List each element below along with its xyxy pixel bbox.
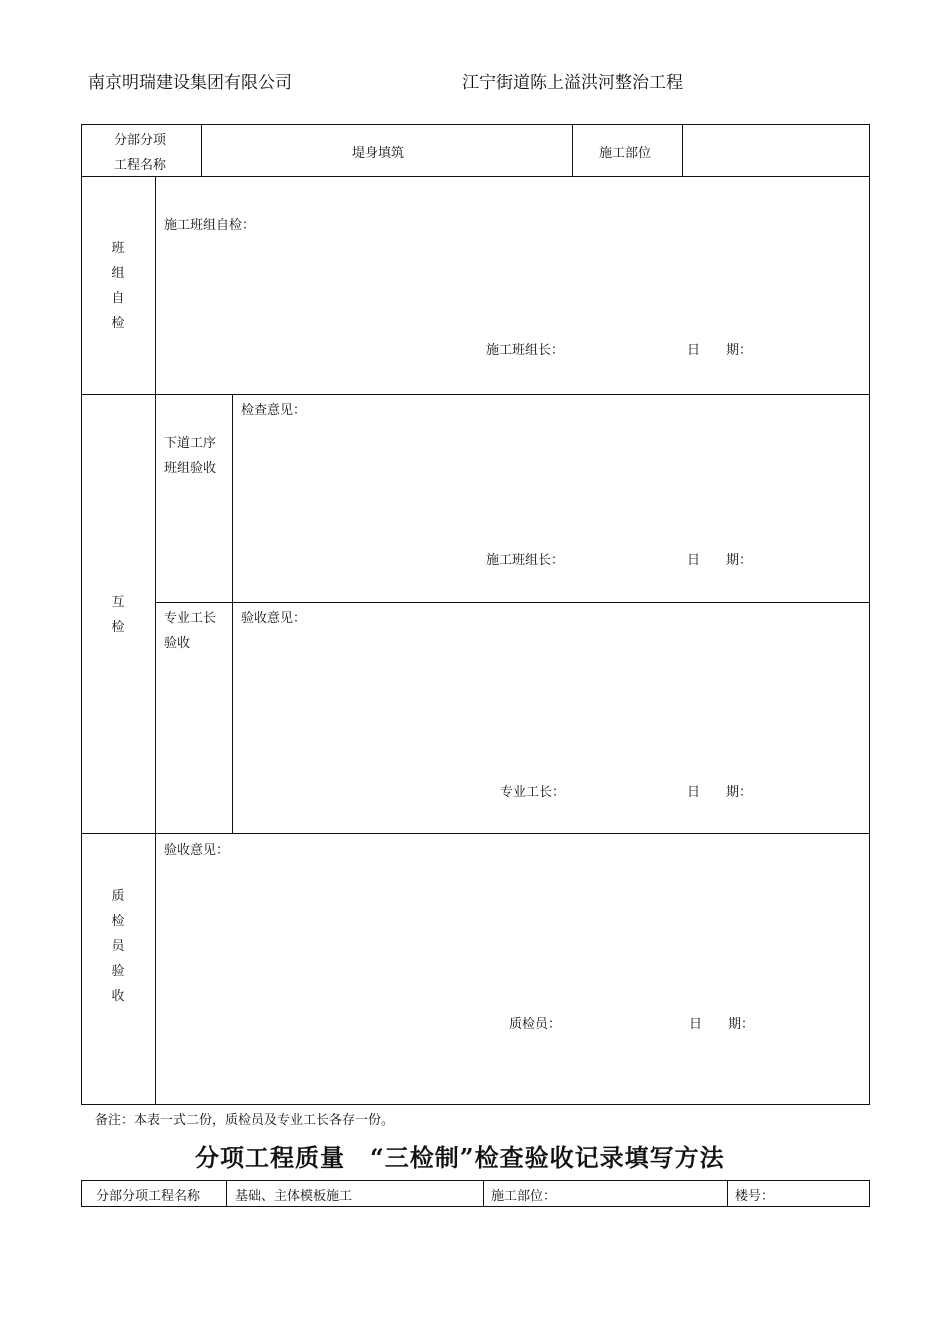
qc-field-label: 验收意见： [164,843,230,858]
foreman-label-1: 专业工长 [164,611,217,626]
self-check-signer: 施工班组长： [486,343,565,358]
self-check-field-label: 施工班组自检： [164,218,256,233]
side-char: 收 [111,989,125,1004]
project-name-value: 堤身填筑 [352,146,405,161]
method-name-label: 分部分项工程名称 [96,1189,201,1204]
next-process-date: 日 期： [687,553,753,568]
side-char: 组 [111,266,125,281]
side-char: 检 [111,316,125,331]
side-char: 员 [111,939,125,954]
row-divider [81,394,870,395]
sub-column-divider [232,394,233,834]
qc-check-side-label [108,884,128,1009]
qc-signer: 质检员： [509,1017,562,1032]
qc-date: 日 期： [689,1017,755,1032]
cell-divider [572,124,573,176]
section-title: 分项工程质量 “三检制”检查验收记录填写方法 [195,1143,725,1172]
next-process-field-label: 检查意见： [241,403,307,418]
location-label: 施工部位 [599,146,652,161]
project-name: 江宁街道陈上溢洪河整治工程 [462,73,683,93]
next-process-label-2: 班组验收 [164,461,217,476]
mutual-check-side-label [108,590,128,640]
cell-divider [682,124,683,176]
method-location-label: 施工部位： [491,1189,557,1204]
method-floor-label: 楼号： [735,1189,775,1204]
self-check-date: 日 期： [687,343,753,358]
row-divider [81,833,870,834]
side-char: 质 [111,889,125,904]
cell-divider [483,1180,484,1207]
foreman-date: 日 期： [687,785,753,800]
cell-divider [727,1180,728,1207]
project-name-label-1: 分部分项 [114,133,167,148]
foreman-field-label: 验收意见： [241,611,307,626]
next-process-label-1: 下道工序 [164,436,217,451]
side-char: 自 [111,291,125,306]
cell-divider [201,124,202,176]
method-name-value: 基础、主体模板施工 [235,1189,353,1204]
form-note: 备注：本表一式二份，质检员及专业工长各存一份。 [95,1113,395,1128]
cell-divider [226,1180,227,1207]
side-char: 互 [111,595,125,610]
side-column-divider [155,176,156,1105]
row-divider [81,176,870,177]
side-char: 验 [111,964,125,979]
row-divider [155,602,870,603]
project-name-label-2: 工程名称 [114,158,167,173]
self-check-side-label [108,236,128,336]
side-char: 检 [111,620,125,635]
foreman-label-2: 验收 [164,636,191,651]
company-name: 南京明瑞建设集团有限公司 [88,73,292,93]
side-char: 班 [111,241,125,256]
next-process-signer: 施工班组长： [486,553,565,568]
side-char: 检 [111,914,125,929]
foreman-signer: 专业工长： [500,785,566,800]
